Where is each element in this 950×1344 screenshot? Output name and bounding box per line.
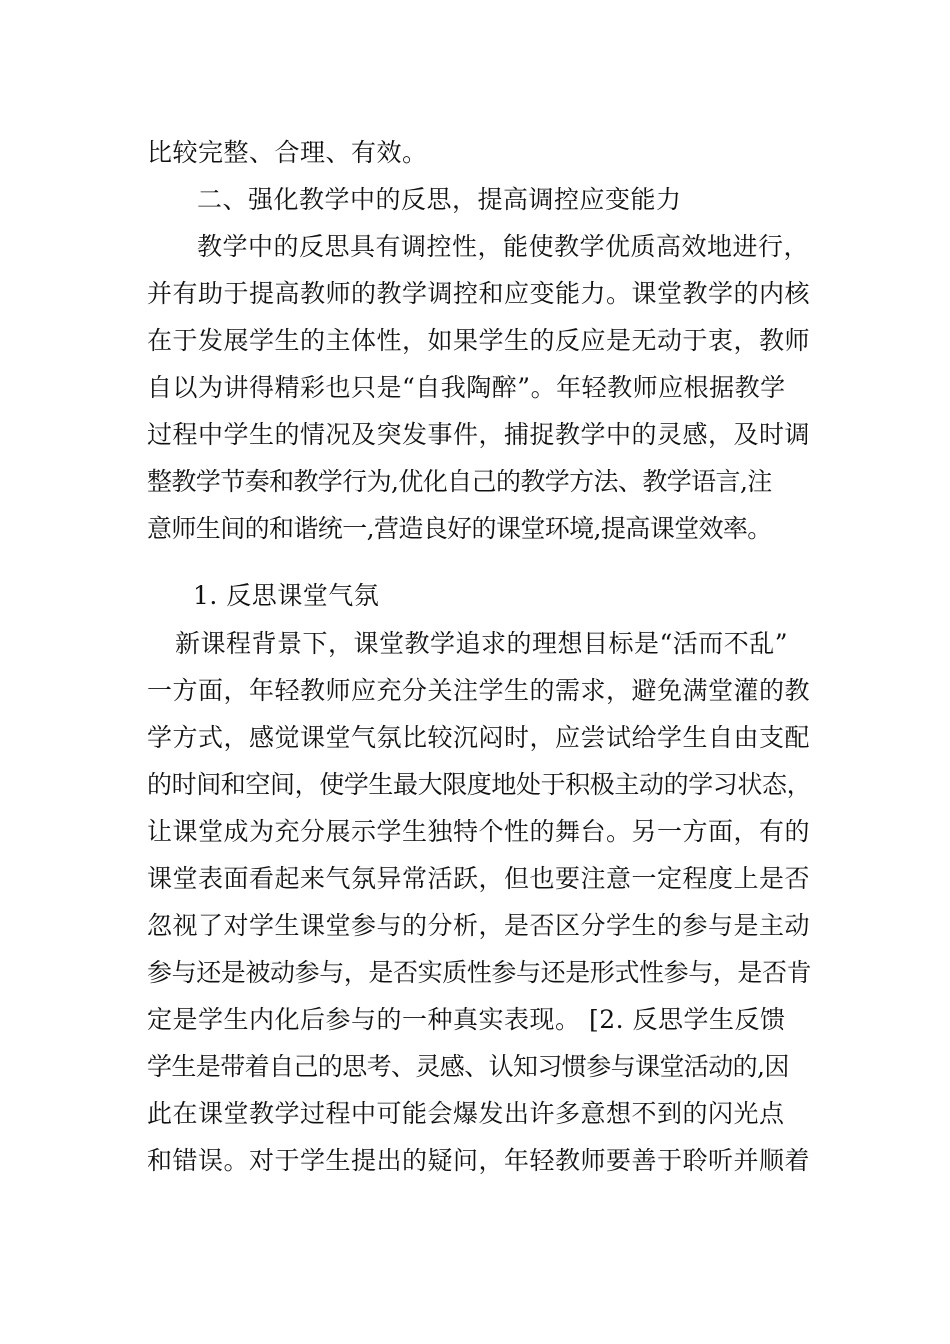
text-line: 并有助于提高教师的教学调控和应变能力。课堂教学的内核 bbox=[147, 279, 811, 308]
subsection-heading: 1. 反思课堂气氛 bbox=[193, 581, 380, 610]
text-line: 的时间和空间，使学生最大限度地处于积极主动的学习状态， bbox=[147, 770, 812, 799]
section-heading: 二、强化教学中的反思，提高调控应变能力 bbox=[197, 185, 682, 214]
text-line: 比较完整、合理、有效。 bbox=[147, 138, 428, 167]
text-line: 此在课堂教学过程中可能会爆发出许多意想不到的闪光点 bbox=[147, 1099, 785, 1128]
text-line: 和错误。对于学生提出的疑问，年轻教师要善于聆听并顺着 bbox=[147, 1146, 811, 1175]
text-line: 参与还是被动参与，是否实质性参与还是形式性参与，是否肯 bbox=[147, 958, 812, 987]
text-line: 让课堂成为充分展示学生独特个性的舞台。另一方面，有的 bbox=[147, 817, 811, 846]
text-line: 过程中学生的情况及突发事件，捕捉教学中的灵感，及时调 bbox=[147, 420, 811, 449]
text-line: 学生是带着自己的思考、灵感、认知习惯参与课堂活动的,因 bbox=[147, 1052, 789, 1081]
text-line: 意师生间的和谐统一,营造良好的课堂环境,提高课堂效率。 bbox=[147, 514, 772, 543]
text-line: 忽视了对学生课堂参与的分析，是否区分学生的参与是主动 bbox=[147, 911, 811, 940]
text-line: 学方式，感觉课堂气氛比较沉闷时，应尝试给学生自由支配 bbox=[147, 723, 811, 752]
text-line: 新课程背景下，课堂教学追求的理想目标是“活而不乱” bbox=[175, 629, 789, 658]
text-line: 整教学节奏和教学行为,优化自己的教学方法、教学语言,注 bbox=[147, 467, 772, 496]
text-line: 在于发展学生的主体性，如果学生的反应是无动于衷，教师 bbox=[147, 326, 811, 355]
text-line: 定是学生内化后参与的一种真实表现。 [2. 反思学生反馈 bbox=[147, 1005, 786, 1034]
text-line: 一方面，年轻教师应充分关注学生的需求，避免满堂灌的教 bbox=[147, 676, 811, 705]
text-line: 教学中的反思具有调控性，能使教学优质高效地进行， bbox=[197, 232, 810, 261]
text-line: 自以为讲得精彩也只是“自我陶醉”。年轻教师应根据教学 bbox=[147, 373, 786, 402]
text-line: 课堂表面看起来气氛异常活跃，但也要注意一定程度上是否 bbox=[147, 864, 811, 893]
